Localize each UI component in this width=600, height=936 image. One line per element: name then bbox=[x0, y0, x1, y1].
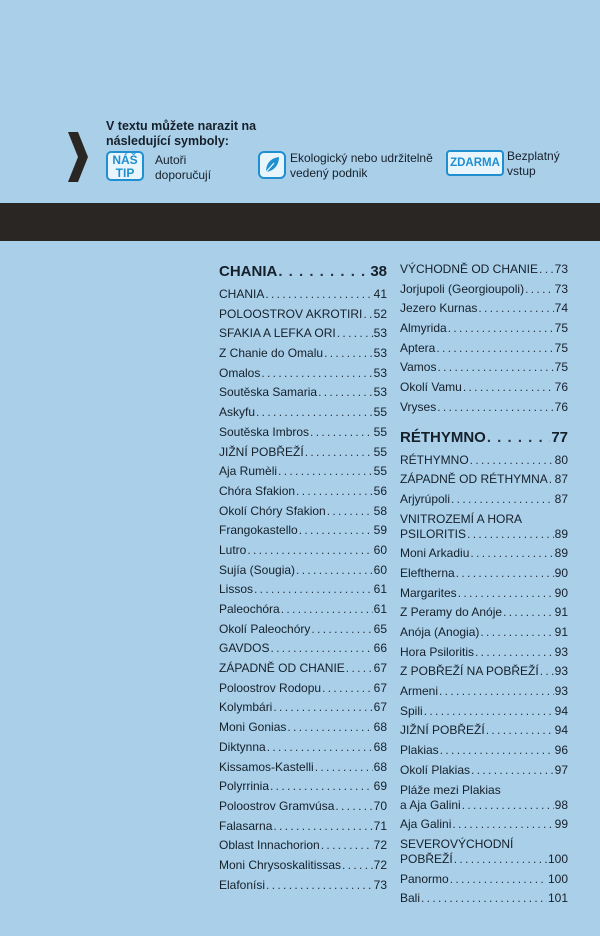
toc-page-number: 91 bbox=[554, 605, 568, 620]
free-label: Bezplatný vstup bbox=[507, 149, 560, 178]
dot-leader bbox=[311, 622, 372, 637]
toc-entry-title: Kissamos-Kastelli bbox=[219, 759, 314, 774]
toc-entry-title: Spili bbox=[400, 703, 423, 718]
toc-page-number: 61 bbox=[373, 582, 387, 597]
toc-entry-title: POLOOSTROV AKROTIRI bbox=[219, 306, 363, 321]
toc-entry[interactable] bbox=[400, 453, 568, 468]
toc-page-number: 55 bbox=[373, 444, 387, 459]
toc-entry[interactable] bbox=[400, 546, 568, 561]
toc-entry-title: Aja Rumèli bbox=[219, 464, 278, 479]
dot-leader bbox=[324, 346, 373, 361]
toc-entry-title: CHANIA bbox=[219, 287, 265, 301]
toc-page-number: 97 bbox=[554, 762, 568, 777]
toc-page-number: 55 bbox=[373, 424, 387, 439]
toc-entry-title: SFAKIA A LEFKA ORI bbox=[219, 326, 336, 341]
toc-entry-title: Vamos bbox=[400, 360, 437, 375]
dot-leader bbox=[448, 321, 554, 336]
toc-page-number: 67 bbox=[373, 700, 387, 715]
toc-entry-title: Kolymbári bbox=[219, 700, 273, 715]
dot-leader bbox=[503, 605, 554, 620]
toc-entry-title: Armeni bbox=[400, 684, 439, 699]
toc-page-number: 53 bbox=[373, 346, 387, 361]
dot-leader bbox=[480, 625, 553, 640]
badge-line: NÁŠ bbox=[112, 153, 138, 167]
toc-entry[interactable] bbox=[400, 763, 568, 778]
dot-leader bbox=[467, 527, 554, 542]
toc-entry[interactable] bbox=[219, 858, 387, 873]
toc-entry[interactable] bbox=[400, 492, 568, 507]
toc-page-number: 71 bbox=[373, 818, 387, 833]
toc-entry[interactable] bbox=[400, 400, 568, 415]
toc-entry[interactable] bbox=[219, 445, 387, 460]
dot-leader bbox=[452, 817, 553, 832]
toc-column-right bbox=[400, 262, 568, 911]
dot-leader bbox=[450, 872, 547, 887]
toc-entry-title: Polyrrinia bbox=[219, 779, 270, 794]
dot-leader bbox=[335, 799, 372, 814]
symbol-legend bbox=[0, 0, 600, 205]
toc-entry-title-line: Pláže mezi Plakias bbox=[400, 782, 501, 797]
dot-leader bbox=[486, 723, 554, 738]
toc-entry-title: Soutěska Imbros bbox=[219, 424, 310, 439]
toc-page-number: 90 bbox=[554, 565, 568, 580]
toc-entry[interactable] bbox=[219, 346, 387, 361]
toc-entry[interactable] bbox=[219, 760, 387, 775]
dot-leader bbox=[310, 425, 373, 440]
toc-entry-title: Almyrida bbox=[400, 321, 447, 336]
toc-entry-title: POBŘEŽÍ bbox=[400, 851, 453, 866]
toc-entry-title: Omalos bbox=[219, 365, 261, 380]
toc-page-number: 74 bbox=[554, 301, 568, 316]
toc-entry[interactable] bbox=[219, 779, 387, 794]
toc-entry-title: PSILORITIS bbox=[400, 526, 467, 541]
toc-entry[interactable] bbox=[219, 543, 387, 558]
toc-entry-title: Frangokastello bbox=[219, 523, 298, 538]
toc-page-number: 96 bbox=[554, 743, 568, 758]
toc-entry-title: Okolí Chóry Sfakion bbox=[219, 503, 326, 518]
toc-page-number: 89 bbox=[554, 546, 568, 561]
toc-entry[interactable] bbox=[219, 878, 387, 893]
toc-entry[interactable] bbox=[400, 684, 568, 699]
dot-leader bbox=[315, 760, 373, 775]
toc-page-number: 101 bbox=[547, 891, 568, 906]
toc-page-number: 75 bbox=[554, 321, 568, 336]
toc-entry[interactable] bbox=[400, 360, 568, 375]
dot-leader bbox=[462, 798, 554, 813]
toc-entry[interactable] bbox=[400, 566, 568, 581]
toc-page-number: 58 bbox=[373, 503, 387, 518]
toc-entry-title: Vryses bbox=[400, 399, 437, 414]
toc-page-number: 65 bbox=[373, 621, 387, 636]
dot-leader bbox=[342, 858, 373, 873]
toc-entry[interactable] bbox=[219, 838, 387, 853]
toc-page-number: 90 bbox=[554, 585, 568, 600]
toc-entry-title-line: SEVEROVÝCHODNÍ bbox=[400, 836, 514, 851]
toc-page-number: 67 bbox=[373, 661, 387, 676]
toc-page-number: 76 bbox=[554, 399, 568, 414]
dot-leader bbox=[305, 445, 373, 460]
toc-page-number: 68 bbox=[373, 739, 387, 754]
toc-page-number: 72 bbox=[373, 857, 387, 872]
toc-page-number: 60 bbox=[373, 562, 387, 577]
toc-page-number: 56 bbox=[373, 483, 387, 498]
toc-entry-title: JIŽNÍ POBŘEŽÍ bbox=[400, 723, 485, 738]
toc-page-number: 80 bbox=[554, 452, 568, 467]
dot-leader bbox=[454, 852, 547, 867]
toc-page-number: 98 bbox=[554, 797, 568, 812]
toc-entry-title: Diktynna bbox=[219, 739, 266, 754]
toc-page-number: 75 bbox=[554, 360, 568, 375]
toc-page-number: 76 bbox=[554, 380, 568, 395]
toc-entry[interactable] bbox=[400, 891, 568, 906]
toc-column-left bbox=[219, 262, 387, 897]
toc-page-number: 68 bbox=[373, 720, 387, 735]
toc-entry[interactable] bbox=[219, 504, 387, 519]
toc-entry[interactable] bbox=[400, 783, 568, 813]
toc-entry[interactable] bbox=[219, 582, 387, 597]
dot-leader bbox=[254, 582, 373, 597]
leaf-icon bbox=[258, 151, 286, 179]
toc-entry[interactable] bbox=[400, 472, 568, 487]
toc-page-number: 77 bbox=[551, 428, 568, 446]
dot-leader bbox=[487, 429, 550, 447]
dot-leader bbox=[256, 405, 373, 420]
toc-entry[interactable] bbox=[400, 262, 568, 277]
toc-entry[interactable] bbox=[400, 645, 568, 660]
dot-leader bbox=[287, 720, 372, 735]
toc-entry[interactable] bbox=[219, 464, 387, 479]
toc-page-number: 87 bbox=[554, 491, 568, 506]
toc-page-number: 73 bbox=[373, 877, 387, 892]
dot-leader bbox=[296, 563, 373, 578]
toc-entry-title: Poloostrov Rodopu bbox=[219, 680, 322, 695]
toc-entry-title: Z Peramy do Anóje bbox=[400, 605, 503, 620]
toc-entry-title: ZÁPADNĚ OD CHANIE bbox=[219, 661, 345, 676]
toc-entry-title: Sujía (Sougia) bbox=[219, 562, 296, 577]
toc-entry-title: Poloostrov Gramvúsa bbox=[219, 798, 335, 813]
dot-leader bbox=[270, 779, 373, 794]
toc-entry[interactable] bbox=[219, 641, 387, 656]
toc-entry-title: Okolí Vamu bbox=[400, 380, 462, 395]
toc-entry[interactable] bbox=[219, 405, 387, 420]
nas-tip-badge bbox=[106, 151, 144, 181]
toc-entry-title: CHANIA bbox=[219, 263, 278, 280]
eco-label: Ekologický nebo udržitelně vedený podnik bbox=[290, 151, 433, 180]
toc-page-number: 93 bbox=[554, 664, 568, 679]
toc-entry-title: Chóra Sfakion bbox=[219, 483, 296, 498]
dot-leader bbox=[540, 664, 554, 679]
toc-entry-title: Aja Galini bbox=[400, 817, 452, 832]
toc-entry-title: Jorjupoli (Georgioupoli) bbox=[400, 281, 525, 296]
toc-page-number: 38 bbox=[370, 263, 387, 280]
toc-page-number: 72 bbox=[373, 838, 387, 853]
toc-entry[interactable] bbox=[400, 625, 568, 640]
toc-entry[interactable] bbox=[400, 341, 568, 356]
toc-entry-title: VÝCHODNĚ OD CHANIE bbox=[400, 262, 539, 276]
toc-entry-title: Okolí Plakias bbox=[400, 762, 471, 777]
toc-page-number: 41 bbox=[373, 287, 387, 301]
toc-page-number: 55 bbox=[373, 405, 387, 420]
toc-entry-title: Hora Psiloritis bbox=[400, 644, 475, 659]
dot-leader bbox=[470, 546, 553, 561]
dot-leader bbox=[424, 704, 554, 719]
toc-entry-title: Lutro bbox=[219, 542, 247, 557]
toc-entry-title: RÉTHYMNO bbox=[400, 428, 486, 446]
toc-entry[interactable] bbox=[219, 484, 387, 499]
dot-leader bbox=[363, 307, 372, 322]
toc-entry-title: Z POBŘEŽÍ NA POBŘEŽÍ bbox=[400, 664, 539, 679]
toc-page-number: 53 bbox=[373, 365, 387, 380]
toc-entry[interactable] bbox=[219, 307, 387, 322]
dot-leader bbox=[456, 566, 554, 581]
toc-entry[interactable] bbox=[219, 799, 387, 814]
toc-entry[interactable] bbox=[219, 819, 387, 834]
toc-entry[interactable] bbox=[219, 425, 387, 440]
dot-leader bbox=[278, 263, 369, 281]
dot-leader bbox=[270, 641, 372, 656]
toc-entry-title: Bali bbox=[400, 891, 421, 906]
toc-page-number: 91 bbox=[554, 625, 568, 639]
dot-leader bbox=[296, 484, 373, 499]
toc-entry[interactable] bbox=[219, 740, 387, 755]
toc-page-number: 53 bbox=[373, 326, 387, 341]
dot-leader bbox=[436, 341, 553, 356]
legend-title: V textu můžete narazit na následující symboly: bbox=[106, 119, 257, 148]
toc-entry[interactable] bbox=[219, 602, 387, 617]
toc-entry-title: Elafonísi bbox=[219, 877, 266, 892]
toc-entry[interactable] bbox=[219, 287, 387, 302]
dot-leader bbox=[318, 385, 373, 400]
toc-entry-title: Jezero Kurnas bbox=[400, 301, 478, 316]
toc-page-number: 73 bbox=[554, 262, 568, 276]
dot-leader bbox=[265, 287, 372, 302]
toc-page-number: 100 bbox=[547, 851, 568, 866]
toc-entry-title: Plakias bbox=[400, 743, 439, 758]
dot-leader bbox=[463, 380, 554, 395]
toc-entry[interactable] bbox=[400, 512, 568, 542]
toc-entry[interactable] bbox=[400, 704, 568, 719]
toc-entry[interactable] bbox=[219, 326, 387, 341]
toc-page-number: 60 bbox=[373, 542, 387, 557]
toc-entry[interactable] bbox=[400, 321, 568, 336]
zdarma-badge: ZDARMA bbox=[446, 150, 504, 176]
toc-entry[interactable] bbox=[400, 301, 568, 316]
toc-page-number: 59 bbox=[373, 523, 387, 538]
dot-leader bbox=[525, 282, 554, 297]
toc-entry[interactable] bbox=[219, 523, 387, 538]
toc-entry[interactable] bbox=[400, 872, 568, 887]
tip-label: Autoři doporučují bbox=[155, 153, 212, 182]
toc-entry[interactable] bbox=[400, 817, 568, 832]
toc-entry-title: Eleftherna bbox=[400, 565, 455, 580]
toc-entry-title: Z Chanie do Omalu bbox=[219, 346, 324, 361]
dot-leader bbox=[261, 366, 372, 381]
toc-chapter-heading[interactable] bbox=[219, 263, 387, 281]
toc-page-number: 100 bbox=[547, 871, 568, 886]
toc-entry-title: JIŽNÍ POBŘEŽÍ bbox=[219, 444, 304, 459]
toc-page-number: 67 bbox=[373, 680, 387, 695]
toc-page-number: 52 bbox=[373, 306, 387, 321]
toc-entry-title: Margarites bbox=[400, 585, 457, 600]
dot-leader bbox=[471, 763, 554, 778]
toc-entry[interactable] bbox=[400, 586, 568, 601]
badge-line: TIP bbox=[115, 166, 135, 180]
dot-leader bbox=[281, 602, 373, 617]
toc-entry-title: Oblast Innachorion bbox=[219, 838, 320, 853]
toc-entry[interactable] bbox=[219, 563, 387, 578]
toc-entry-title: Anója (Anogia) bbox=[400, 625, 480, 639]
chevron-right-icon bbox=[66, 132, 88, 182]
toc-entry-title: GAVDOS bbox=[219, 641, 270, 656]
dot-leader bbox=[478, 301, 553, 316]
dot-leader bbox=[321, 838, 373, 853]
dot-leader bbox=[273, 819, 372, 834]
toc-entry[interactable] bbox=[400, 380, 568, 395]
toc-page-number: 69 bbox=[373, 779, 387, 794]
dot-leader bbox=[539, 262, 554, 277]
toc-page-number: 75 bbox=[554, 340, 568, 355]
toc-entry-title: Okolí Paleochóry bbox=[219, 621, 311, 636]
toc-page-number: 87 bbox=[554, 472, 568, 487]
toc-entry[interactable] bbox=[219, 366, 387, 381]
toc-entry-title: Paleochóra bbox=[219, 602, 280, 616]
toc-entry-title: Panormo bbox=[400, 871, 449, 886]
dot-leader bbox=[437, 400, 553, 415]
toc-entry[interactable] bbox=[400, 837, 568, 867]
dot-leader bbox=[421, 891, 547, 906]
dot-leader bbox=[549, 472, 554, 487]
toc-entry-title: Soutěska Samaria bbox=[219, 385, 318, 400]
toc-entry-title-line: VNITROZEMÍ A HORA bbox=[400, 511, 523, 526]
toc-entry-title: Moni Arkadiu bbox=[400, 546, 470, 561]
dot-leader bbox=[470, 453, 554, 468]
toc-gap bbox=[400, 420, 568, 428]
header-band bbox=[0, 203, 600, 241]
toc-page-number: 61 bbox=[373, 602, 387, 616]
toc-entry-title: Falasarna bbox=[219, 818, 273, 833]
toc-entry[interactable] bbox=[219, 622, 387, 637]
toc-entry[interactable] bbox=[400, 723, 568, 738]
dot-leader bbox=[337, 326, 373, 341]
toc-entry-title: Lissos bbox=[219, 582, 254, 597]
toc-page-number: 53 bbox=[373, 385, 387, 400]
toc-entry-title: Arjyrúpoli bbox=[400, 491, 451, 506]
toc-entry[interactable] bbox=[400, 664, 568, 679]
toc-page-number: 93 bbox=[554, 684, 568, 699]
toc-entry[interactable] bbox=[219, 385, 387, 400]
toc-entry[interactable] bbox=[219, 661, 387, 676]
toc-entry-title: Moni Chrysoskalitissas bbox=[219, 857, 342, 872]
toc-entry-title: Moni Gonias bbox=[219, 720, 287, 735]
toc-entry[interactable] bbox=[400, 743, 568, 758]
dot-leader bbox=[299, 523, 373, 538]
dot-leader bbox=[278, 464, 373, 479]
toc-page-number: 68 bbox=[373, 759, 387, 774]
dot-leader bbox=[327, 504, 373, 519]
toc-page-number: 94 bbox=[554, 703, 568, 718]
toc-entry-title: Aptera bbox=[400, 340, 436, 355]
toc-chapter-heading[interactable] bbox=[400, 429, 568, 447]
toc-entry[interactable] bbox=[219, 700, 387, 715]
toc-page-number: 55 bbox=[373, 464, 387, 479]
dot-leader bbox=[475, 645, 554, 660]
dot-leader bbox=[273, 700, 372, 715]
toc-page-number: 70 bbox=[373, 798, 387, 813]
toc-page-number: 73 bbox=[554, 281, 568, 296]
toc-entry-title: Askyfu bbox=[219, 405, 256, 420]
dot-leader bbox=[451, 492, 554, 507]
toc-entry[interactable] bbox=[219, 720, 387, 735]
toc-entry-title: RÉTHYMNO bbox=[400, 452, 469, 467]
toc-entry-title: a Aja Galini bbox=[400, 797, 461, 812]
dot-leader bbox=[346, 661, 373, 676]
toc-page-number: 66 bbox=[373, 641, 387, 656]
toc-entry[interactable] bbox=[400, 282, 568, 297]
dot-leader bbox=[437, 360, 553, 375]
toc-entry-title: ZÁPADNĚ OD RÉTHYMNA bbox=[400, 472, 548, 487]
dot-leader bbox=[247, 543, 372, 558]
toc-page-number: 93 bbox=[554, 644, 568, 659]
toc-entry[interactable] bbox=[400, 605, 568, 620]
dot-leader bbox=[439, 684, 554, 699]
dot-leader bbox=[458, 586, 554, 601]
toc-page-number: 89 bbox=[554, 526, 568, 541]
dot-leader bbox=[440, 743, 554, 758]
dot-leader bbox=[266, 878, 373, 893]
dot-leader bbox=[267, 740, 373, 755]
toc-page-number: 99 bbox=[554, 817, 568, 832]
toc-entry[interactable] bbox=[219, 681, 387, 696]
toc-page-number: 94 bbox=[554, 723, 568, 738]
dot-leader bbox=[322, 681, 373, 696]
